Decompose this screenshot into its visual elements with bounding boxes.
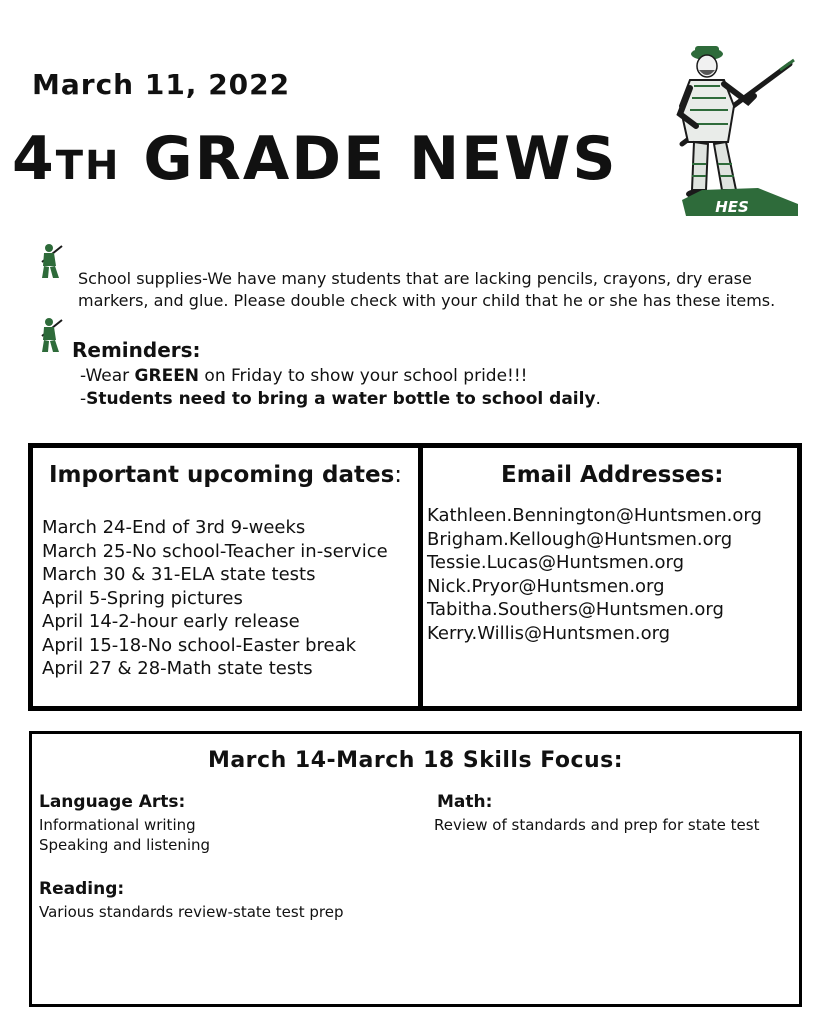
language-arts-label: Language Arts:: [39, 792, 186, 812]
box-divider: [418, 448, 423, 706]
supplies-line-2: markers, and glue. Please double check with your child that he or she has these items.: [78, 291, 776, 310]
title-rest: GRADE NEWS: [143, 124, 618, 194]
reading-label: Reading:: [39, 879, 125, 899]
reminder-water-bottle: [80, 389, 601, 409]
reminder1-prefix: -Wear: [80, 366, 135, 386]
list-item: March 25-No school-Teacher in-service: [42, 540, 388, 562]
email-item: Tessie.Lucas@Huntsmen.org: [427, 552, 685, 573]
mascot-bullet-icon: [38, 314, 64, 354]
language-arts-item: Informational writing: [39, 816, 196, 834]
mascot-bullet-icon: [38, 240, 64, 280]
newsletter-date: March 11, 2022: [32, 68, 291, 101]
newsletter-title: [12, 124, 618, 194]
reminder2-suffix: .: [595, 389, 601, 409]
list-item: March 24-End of 3rd 9-weeks: [42, 517, 306, 538]
list-item: April 14-2-hour early release: [42, 611, 300, 632]
upcoming-dates-title-text: Important upcoming dates: [49, 462, 395, 488]
math-label: Math:: [437, 792, 493, 812]
supplies-line-1: School supplies-We have many students that are lacking pencils, crayons, dry erase: [78, 269, 752, 288]
reminders-heading: Reminders:: [72, 338, 201, 362]
math-item: Review of standards and prep for state test: [434, 816, 760, 834]
email-addresses-list: [427, 504, 762, 645]
upcoming-dates-list: [42, 516, 388, 681]
upcoming-dates-title-colon: :: [394, 462, 403, 488]
email-item: Kathleen.Bennington@Huntsmen.org: [427, 505, 762, 526]
dates-and-emails-box: [28, 443, 802, 711]
list-item: April 27 & 28-Math state tests: [42, 658, 313, 679]
email-item: Tabitha.Southers@Huntsmen.org: [427, 599, 724, 620]
title-grade-number: 4: [12, 124, 56, 194]
list-item: April 15-18-No school-Easter break: [42, 634, 357, 656]
reminder1-emphasis: GREEN: [134, 366, 200, 386]
supplies-notice: [78, 268, 808, 312]
reminder2-prefix: -: [80, 389, 87, 409]
email-item: Nick.Pryor@Huntsmen.org: [427, 575, 665, 597]
list-item: March 30 & 31-ELA state tests: [42, 564, 316, 585]
reminder-wear-green: [80, 366, 528, 386]
list-item: April 5-Spring pictures: [42, 587, 243, 609]
skills-focus-box: [29, 731, 802, 1007]
skills-focus-heading: March 14-March 18 Skills Focus:: [207, 748, 624, 773]
reminder1-suffix: on Friday to show your school pride!!!: [199, 366, 528, 386]
upcoming-dates-heading: [49, 462, 402, 488]
email-item: Kerry.Willis@Huntsmen.org: [427, 622, 671, 644]
language-arts-item: Speaking and listening: [39, 836, 211, 854]
reading-item: Various standards review-state test prep: [39, 903, 344, 921]
reminder2-emphasis: Students need to bring a water bottle to school daily: [86, 389, 596, 409]
title-grade-suffix: TH: [55, 143, 121, 189]
email-item: Brigham.Kellough@Huntsmen.org: [427, 528, 733, 550]
huntsman-mascot-icon: [662, 44, 802, 220]
logo-text: HES: [715, 198, 749, 216]
email-addresses-heading: Email Addresses:: [501, 462, 724, 488]
